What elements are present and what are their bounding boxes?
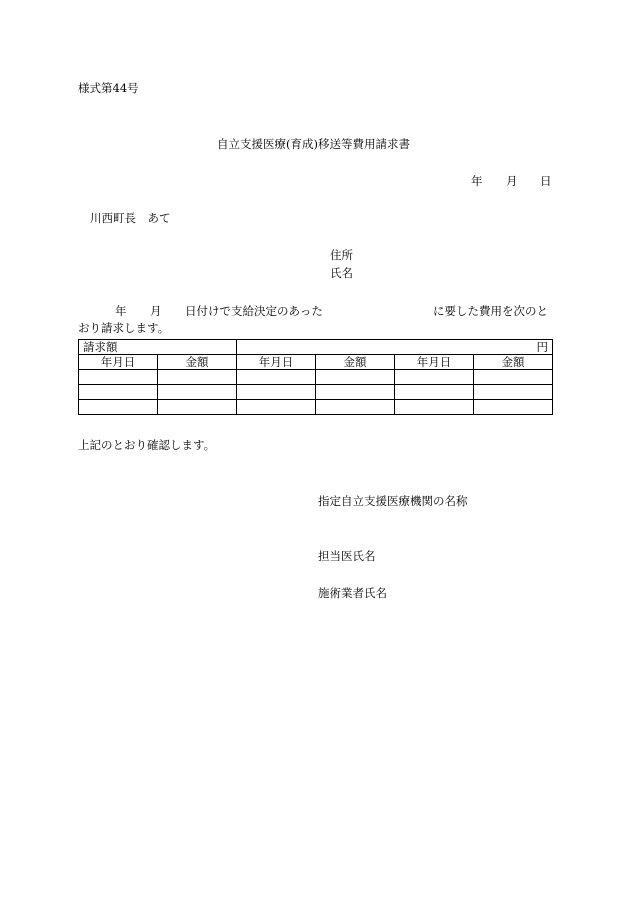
amount-row — [79, 340, 553, 355]
body-month-label: 月 — [150, 304, 162, 318]
date-cell[interactable] — [237, 385, 316, 400]
expense-table — [78, 339, 553, 415]
form-number: 様式第44号 — [78, 81, 139, 95]
amount-cell[interactable] — [158, 400, 237, 415]
body-text-request: おり請求します。 — [78, 321, 170, 335]
column-header-amount: 金額 — [158, 355, 237, 370]
date-month-label: 月 — [506, 174, 518, 188]
doctor-name-label: 担当医氏名 — [318, 549, 376, 563]
body-text-expense: に要した費用を次のと — [433, 304, 548, 318]
amount-cell[interactable] — [158, 370, 237, 385]
amount-cell[interactable] — [474, 385, 553, 400]
address-label: 住所 — [330, 248, 353, 262]
addressee: 川西町長 あて — [90, 211, 171, 225]
table-row — [79, 400, 553, 415]
date-cell[interactable] — [79, 385, 158, 400]
date-day-label: 日 — [540, 174, 552, 188]
date-cell[interactable] — [395, 370, 474, 385]
name-label: 氏名 — [330, 266, 353, 280]
amount-cell[interactable] — [474, 400, 553, 415]
date-cell[interactable] — [79, 400, 158, 415]
document-title: 自立支援医療(育成)移送等費用請求書 — [217, 137, 410, 151]
amount-cell[interactable] — [316, 400, 395, 415]
date-cell[interactable] — [237, 400, 316, 415]
amount-cell[interactable] — [316, 370, 395, 385]
amount-cell[interactable] — [474, 370, 553, 385]
table-header-row — [79, 355, 553, 370]
amount-cell[interactable] — [316, 385, 395, 400]
date-year-label: 年 — [471, 174, 483, 188]
date-cell[interactable] — [395, 400, 474, 415]
column-header-amount: 金額 — [316, 355, 395, 370]
column-header-date: 年月日 — [79, 355, 158, 370]
date-cell[interactable] — [79, 370, 158, 385]
amount-label: 請求額 — [79, 340, 237, 355]
body-text-decision: 日付けで支給決定のあった — [185, 304, 323, 318]
amount-cell[interactable] — [158, 385, 237, 400]
institution-name-label: 指定自立支援医療機関の名称 — [318, 494, 468, 508]
date-cell[interactable] — [237, 370, 316, 385]
date-cell[interactable] — [395, 385, 474, 400]
amount-value-cell[interactable] — [237, 340, 553, 355]
column-header-date: 年月日 — [395, 355, 474, 370]
table-row — [79, 385, 553, 400]
confirmation-text: 上記のとおり確認します。 — [78, 438, 216, 452]
column-header-date: 年月日 — [237, 355, 316, 370]
column-header-amount: 金額 — [474, 355, 553, 370]
practitioner-name-label: 施術業者氏名 — [318, 586, 387, 600]
yen-unit: 円 — [536, 340, 548, 354]
table-row — [79, 370, 553, 385]
body-year-label: 年 — [115, 304, 127, 318]
